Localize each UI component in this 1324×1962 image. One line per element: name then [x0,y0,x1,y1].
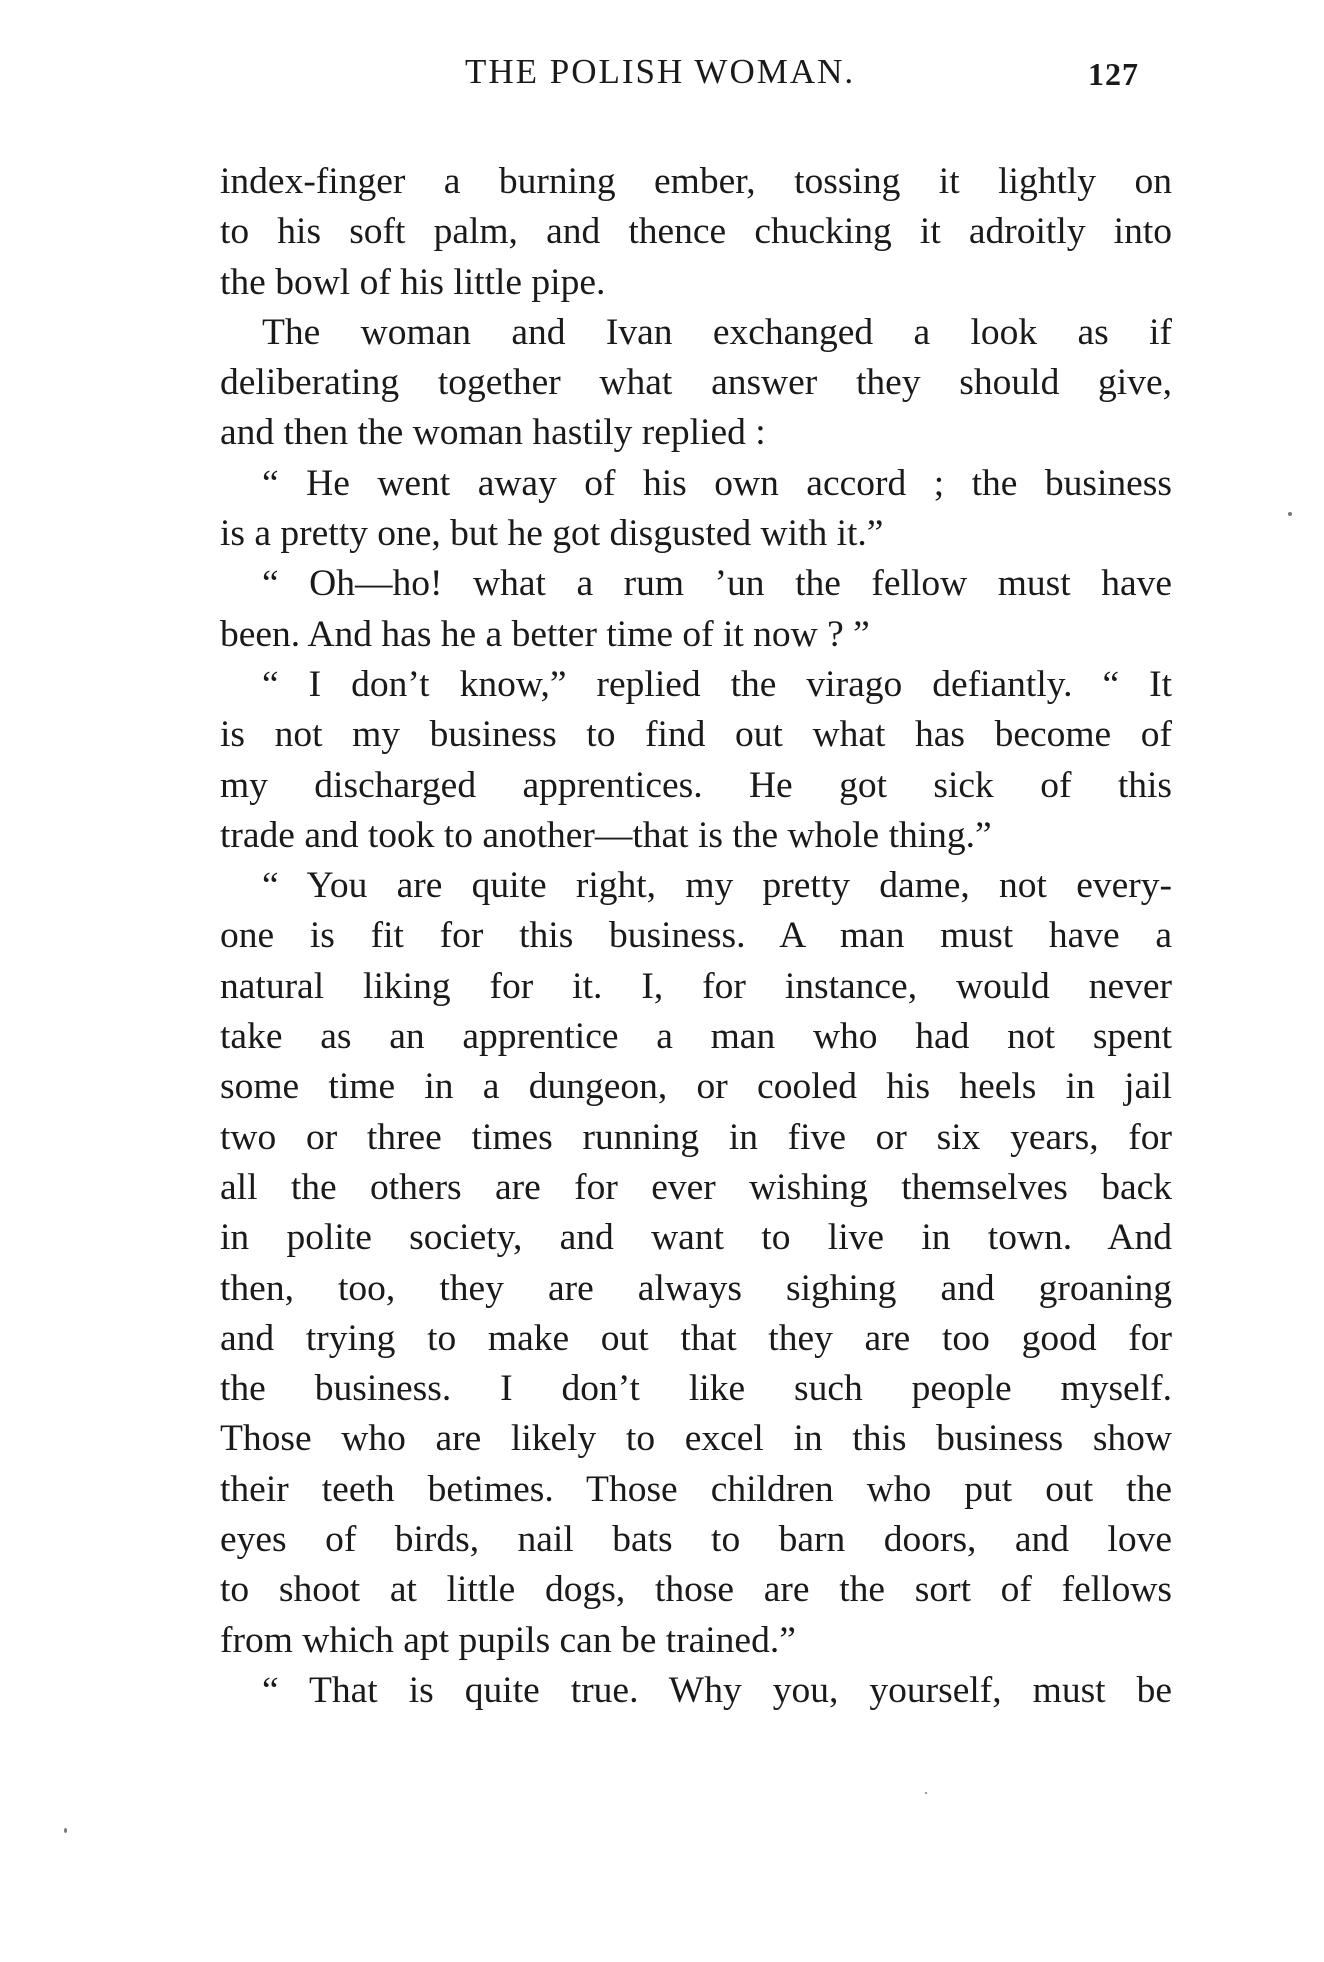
text-line: to his soft palm, and thence chucking it adroitly into [220,211,1172,253]
text-line: and then the woman hastily replied : [220,412,766,454]
text-line: from which apt pupils can be trained.” [220,1619,796,1661]
text-line: in polite society, and want to live in town. And [220,1217,1172,1259]
paper-speck [925,1792,927,1794]
text-line: “ That is quite true. Why you, yourself, must be [262,1669,1172,1711]
text-line: “ He went away of his own accord ; the business [262,462,1172,504]
text-line: is not my business to find out what has become of [220,714,1172,756]
text-line: been. And has he a better time of it now ? ” [220,613,870,655]
running-head [0,52,1324,112]
text-line: deliberating together what answer they should give, [220,362,1172,404]
text-line: The woman and Ivan exchanged a look as if [262,311,1172,353]
running-title: THE POLISH WOMAN. [465,52,856,91]
text-line: “ I don’t know,” replied the virago defiantly. “ It [262,663,1172,705]
text-line: their teeth betimes. Those children who put out the [220,1468,1172,1510]
text-line: to shoot at little dogs, those are the sort of fellows [220,1569,1172,1611]
text-line: my discharged apprentices. He got sick of this [220,764,1172,806]
text-line: trade and took to another—that is the whole thing.” [220,814,992,856]
text-line: natural liking for it. I, for instance, would never [220,965,1172,1007]
text-line: take as an apprentice a man who had not spent [220,1016,1172,1058]
text-line: then, too, they are always sighing and groaning [220,1267,1172,1309]
paper-speck [1288,512,1292,516]
text-line: the business. I don’t like such people myself. [220,1368,1172,1410]
text-line: one is fit for this business. A man must have a [220,915,1172,957]
body-text [220,157,1172,1716]
text-line: two or three times running in five or six years, for [220,1116,1172,1158]
page-number: 127 [1088,56,1139,92]
text-line: eyes of birds, nail bats to barn doors, and love [220,1519,1172,1561]
text-line: all the others are for ever wishing themselves back [220,1166,1172,1208]
text-line: index-finger a burning ember, tossing it lightly on [220,161,1172,202]
text-line: “ Oh—ho! what a rum ’un the fellow must have [262,563,1172,605]
text-line: Those who are likely to excel in this business show [220,1418,1172,1460]
paper-speck [64,1828,67,1833]
text-line: “ You are quite right, my pretty dame, not every- [262,865,1172,907]
text-line: is a pretty one, but he got disgusted with it.” [220,513,884,555]
text-line: some time in a dungeon, or cooled his heels in jail [220,1066,1172,1108]
text-line: the bowl of his little pipe. [220,261,606,303]
text-line: and trying to make out that they are too good for [220,1317,1172,1359]
